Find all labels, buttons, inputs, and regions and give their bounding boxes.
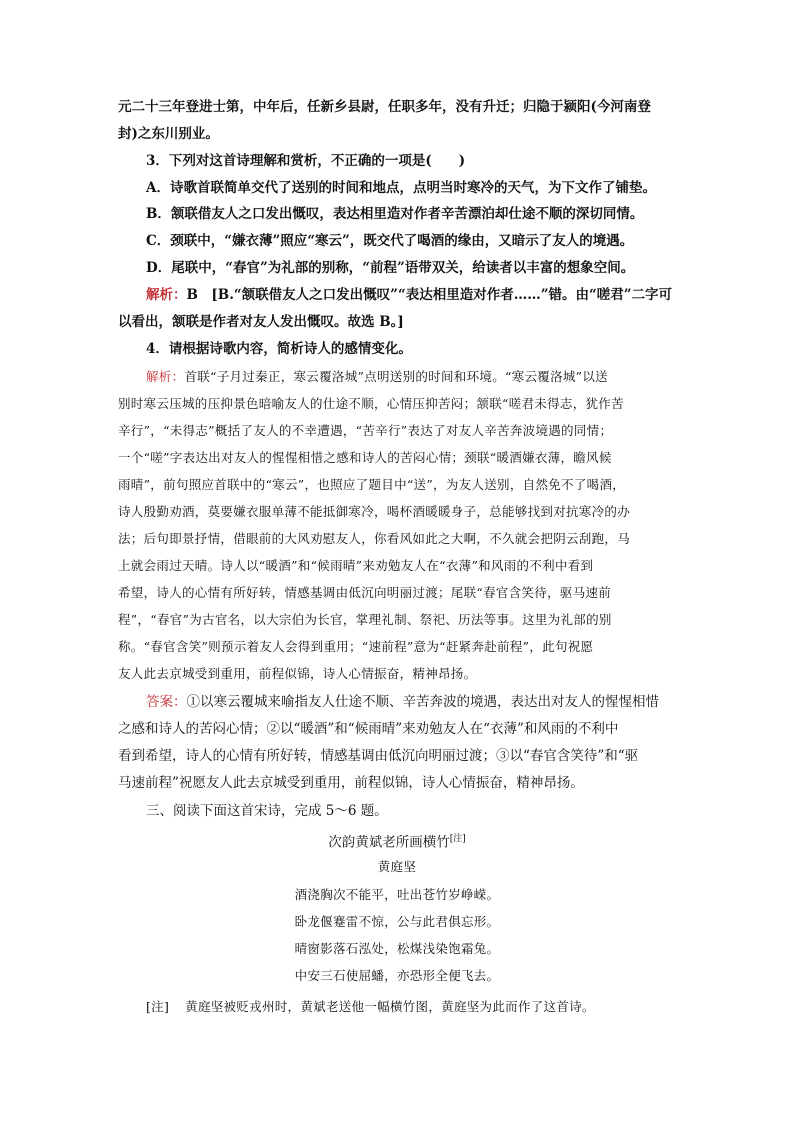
poem-note-mark: [注] bbox=[449, 834, 466, 844]
q3-analysis-line-2: 以看出，颔联是作者对友人发出慨叹。故选 B。] bbox=[118, 314, 404, 330]
q3-option-d: D．尾联中，“春官”为礼部的别称，“前程”语带双关，给读者以丰富的想象空间。 bbox=[146, 260, 635, 276]
section3-heading: 三、阅读下面这首宋诗，完成 5～6 题。 bbox=[146, 803, 388, 819]
q4-answer-line-4: 马速前程”祝愿友人此去京城受到重用，前程似锦，诗人心情振奋，精神昂扬。 bbox=[118, 775, 584, 791]
q4-analysis-line-11: 称。“春官含笑”则预示着友人会得到重用；“速前程”意为“赶紧奔赴前程”，此句祝愿 bbox=[118, 639, 594, 654]
q4-analysis-line-6: 诗人殷勤劝酒，莫要嫌衣服单薄不能抵御寒冷，喝杯酒暖暖身子，总能够找到对抗寒冷的办 bbox=[118, 504, 631, 519]
q4-answer-line-1 bbox=[146, 692, 659, 712]
q3-analysis-line-1 bbox=[146, 285, 672, 305]
q4-analysis-label: 解析： bbox=[146, 369, 185, 384]
q4-stem: 4．请根据诗歌内容，简析诗人的感情变化。 bbox=[146, 341, 412, 357]
poem-note-label: [注] bbox=[146, 999, 170, 1014]
q3-option-a: A．诗歌首联简单交代了送别的时间和地点，点明当时寒冷的天气，为下文作了铺垫。 bbox=[146, 180, 656, 196]
poem-title-text: 次韵黄斌老所画横竹 bbox=[328, 834, 450, 851]
poem-note bbox=[146, 997, 595, 1017]
q3-analysis-text-1: B [B.“颔联借友人之口发出慨叹”“表达相里造对作者……”错。由“嗟君”二字可 bbox=[186, 287, 672, 303]
q3-stem: 3．下列对这首诗理解和赏析，不正确的一项是( ) bbox=[146, 153, 466, 169]
q4-analysis-line-12: 友人此去京城受到重用，前程似锦，诗人心情振奋，精神昂扬。 bbox=[118, 666, 477, 681]
q4-analysis-line-4: 一个“嗟”字表达出对友人的惺惺相惜之感和诗人的苦闷心情；颈联“暖酒嫌衣薄，瞻风候 bbox=[118, 450, 612, 465]
q3-analysis-label: 解析： bbox=[146, 287, 187, 303]
q4-analysis-line-3: 辛行”，“未得志”概括了友人的不幸遭遇，“苦辛行”表达了对友人辛苦奔波境遇的同情； bbox=[118, 423, 613, 438]
poem-line-4: 中安三石使屈蟠，亦恐形全便飞去。 bbox=[294, 968, 500, 983]
q4-analysis-line-5: 雨晴”，前句照应首联中的“寒云”，也照应了题目中“送”，为友人送别，自然免不了喝酒， bbox=[118, 477, 626, 492]
q4-analysis-line-10: 程”，“春官”为古官名，以大宗伯为长官，掌理礼制、祭祀、历法等事。这里为礼部的别 bbox=[118, 612, 612, 627]
intro-line-2: 封)之东川别业。 bbox=[118, 126, 219, 142]
q3-option-b: B．颔联借友人之口发出慨叹，表达相里造对作者辛苦漂泊却仕途不顺的深切同情。 bbox=[146, 206, 644, 222]
q4-answer-text-1: ①以寒云覆城来喻指友人仕途不顺、辛苦奔波的境遇，表达出对友人的惺惺相惜 bbox=[186, 694, 659, 710]
poem-line-3: 晴窗影落石泓处，松煤浅染饱霜兔。 bbox=[294, 941, 500, 956]
q4-answer-line-3: 看到希望，诗人的心情有所好转，情感基调由低沉向明丽过渡；③以“春官含笑待”和“驱 bbox=[118, 748, 639, 764]
q4-analysis-text-1: 首联“子月过秦正，寒云覆洛城”点明送别的时间和环境。“寒云覆洛城”以送 bbox=[184, 369, 608, 384]
q4-analysis-line-7: 法；后句即景抒情，借眼前的大风劝慰友人，你看风如此之大啊，不久就会把阴云刮跑，马 bbox=[118, 531, 631, 546]
q4-analysis-line-2: 别时寒云压城的压抑景色暗喻友人的仕途不顺，心情压抑苦闷；颔联“嗟君未得志，犹作苦 bbox=[118, 396, 624, 411]
q4-answer-label: 答案： bbox=[146, 694, 187, 710]
q4-analysis-line-1 bbox=[146, 367, 608, 387]
intro-line-1: 元二十三年登进士第，中年后，任新乡县尉，任职多年，没有升迁；归隐于颍阳(今河南登 bbox=[118, 99, 651, 115]
q3-option-c: C．颈联中，“嫌衣薄”照应“寒云”，既交代了喝酒的缘由，又暗示了友人的境遇。 bbox=[146, 233, 634, 249]
poem-line-2: 卧龙偃蹇雷不惊，公与此君俱忘形。 bbox=[294, 914, 500, 929]
q4-answer-line-2: 之感和诗人的苦闷心情；②以“暖酒”和“候雨晴”来劝勉友人在“衣薄”和风雨的不利中 bbox=[118, 721, 619, 737]
poem-title bbox=[0, 829, 794, 853]
poem-line-1: 酒浇胸次不能平，吐出苍竹岁峥嵘。 bbox=[294, 887, 500, 902]
poem-note-text: 黄庭坚被贬戎州时，黄斌老送他一幅横竹图，黄庭坚为此而作了这首诗。 bbox=[185, 999, 595, 1014]
q4-analysis-line-8: 上就会雨过天晴。诗人以“暖酒”和“候雨晴”来劝勉友人在“衣薄”和风雨的不利中看到 bbox=[118, 558, 594, 573]
poem-author: 黄庭坚 bbox=[377, 859, 417, 874]
q4-analysis-line-9: 希望，诗人的心情有所好转，情感基调由低沉向明丽过渡；尾联“春官含笑待，驱马速前 bbox=[118, 585, 612, 600]
